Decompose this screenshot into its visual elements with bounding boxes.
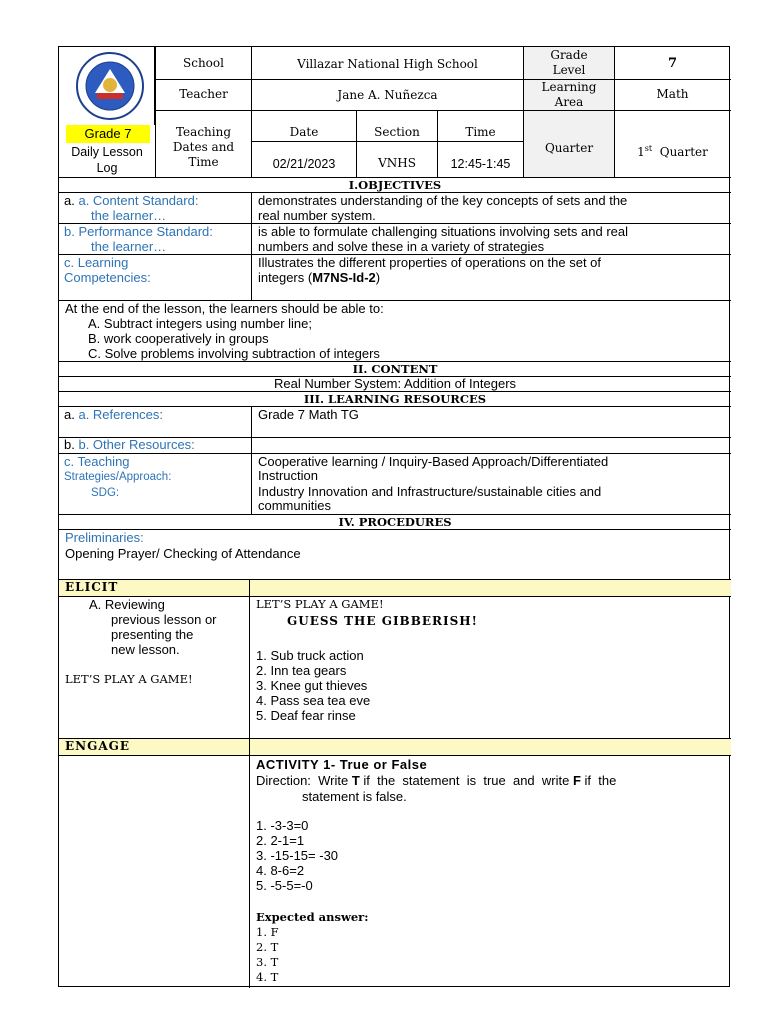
teaching-label: c. Teaching xyxy=(64,454,130,469)
content-text: Real Number System: Addition of Integers xyxy=(273,376,517,391)
performance-standard-label: b. Performance Standard: xyxy=(64,224,213,239)
direction-line-2: statement is false. xyxy=(302,789,407,804)
content-standard-label: a. a. Content Standard: xyxy=(64,193,199,208)
direction-pre: Direction: Write xyxy=(256,773,352,788)
content-heading: II. CONTENT xyxy=(352,362,438,376)
gibberish-item-1: 1. Sub truck action xyxy=(256,648,364,663)
elicit-left-line-4: new lesson. xyxy=(111,642,180,657)
elicit-left-line-1: A. Reviewing xyxy=(89,597,165,612)
date-label: Date xyxy=(289,125,319,139)
direction-t: T xyxy=(351,773,360,788)
statement-5: 5. -5-5=-0 xyxy=(256,878,313,893)
teaching-text-1: Cooperative learning / Inquiry-Based Approach/Differentiated xyxy=(258,454,609,469)
answer-1: 1. F xyxy=(256,925,279,939)
aims-item-b: B. work cooperatively in groups xyxy=(88,331,269,346)
resources-heading: III. LEARNING RESOURCES xyxy=(303,392,487,406)
teaching-dates-label: Teaching Dates and Time xyxy=(172,125,235,169)
elicit-right-game: LET’S PLAY A GAME! xyxy=(256,597,384,611)
grade-badge xyxy=(66,125,150,143)
grade-level-value: 7 xyxy=(667,56,678,71)
performance-standard-text-2: numbers and solve these in a variety of strategies xyxy=(258,239,545,254)
statement-1: 1. -3-3=0 xyxy=(256,818,309,833)
school-label: School xyxy=(183,56,224,70)
gibberish-item-2: 2. Inn tea gears xyxy=(256,663,347,678)
references-label-text: a. References: xyxy=(78,407,164,422)
quarter-label: Quarter xyxy=(544,141,594,155)
content-standard-text-1: demonstrates understanding of the key concepts of sets and the xyxy=(258,193,628,208)
time-label: Time xyxy=(465,125,496,139)
quarter-word: Quarter xyxy=(659,145,708,159)
competencies-text-post: ) xyxy=(375,270,381,285)
preliminaries-label: Preliminaries: xyxy=(65,530,144,545)
lesson-log-page xyxy=(58,46,730,987)
strategies-label: Strategies/Approach: xyxy=(64,471,172,483)
competencies-label-2: Competencies: xyxy=(64,270,151,285)
engage-right-header-cell xyxy=(249,738,731,756)
elicit-left-game: LET’S PLAY A GAME! xyxy=(65,672,193,686)
aims-item-a: A. Subtract integers using number line; xyxy=(88,316,313,331)
statement-3: 3. -15-15= -30 xyxy=(256,848,339,863)
objectives-heading: I.OBJECTIVES xyxy=(348,178,442,192)
competencies-text-2 xyxy=(258,270,380,285)
teacher-label: Teacher xyxy=(179,87,228,101)
school-value: Villazar National High School xyxy=(297,57,478,71)
section-value: VNHS xyxy=(378,156,416,170)
date-value: 02/21/2023 xyxy=(272,157,336,171)
direction-line-1 xyxy=(256,773,616,788)
statement-4: 4. 8-6=2 xyxy=(256,863,305,878)
content-standard-label-text: a. Content Standard: xyxy=(78,193,199,208)
answer-4: 4. T xyxy=(256,970,279,984)
teaching-text-2: Instruction xyxy=(258,468,318,483)
time-value: 12:45-1:45 xyxy=(450,157,511,171)
elicit-right-header-cell xyxy=(249,579,731,597)
statement-2: 2. 2-1=1 xyxy=(256,833,305,848)
content-standard-sub: the learner… xyxy=(91,208,167,223)
activity-title: ACTIVITY 1- True or False xyxy=(256,757,428,772)
preliminaries-text: Opening Prayer/ Checking of Attendance xyxy=(65,546,301,561)
sdg-text-2: communities xyxy=(258,498,331,513)
answer-3: 3. T xyxy=(256,955,279,969)
competencies-label-1: c. Learning xyxy=(64,255,129,270)
gibberish-title: GUESS THE GIBBERISH! xyxy=(287,614,478,628)
references-label: a. a. References: xyxy=(64,407,164,422)
elicit-left-line-2: previous lesson or xyxy=(111,612,217,627)
deped-seal-icon xyxy=(75,51,145,121)
grade-badge-text: Grade 7 xyxy=(84,126,132,141)
performance-standard-text-1: is able to formulate challenging situations involving sets and real xyxy=(258,224,628,239)
direction-post: if the xyxy=(580,773,617,788)
other-resources-label: b. b. Other Resources: xyxy=(64,437,195,452)
expected-answer-label: Expected answer: xyxy=(256,910,369,924)
competencies-text-1: Illustrates the different properties of operations on the set of xyxy=(258,255,602,270)
teacher-value: Jane A. Nuñezca xyxy=(337,88,438,102)
other-resources-label-text: b. Other Resources: xyxy=(78,437,195,452)
quarter-sup: st xyxy=(644,144,653,153)
sdg-text-1: Industry Innovation and Infrastructure/sustainable cities and xyxy=(258,484,602,499)
direction-mid: if the statement is true and write xyxy=(359,773,573,788)
procedures-heading: IV. PROCEDURES xyxy=(338,515,452,529)
seal-cell xyxy=(59,47,155,125)
sdg-label: SDG: xyxy=(91,487,120,499)
references-value: Grade 7 Math TG xyxy=(258,407,359,422)
engage-left-cell xyxy=(59,755,250,988)
aims-item-c: C. Solve problems involving subtraction of integers xyxy=(88,346,380,361)
answer-2: 2. T xyxy=(256,940,279,954)
gibberish-item-4: 4. Pass sea tea eve xyxy=(256,693,371,708)
direction-f: F xyxy=(572,773,581,788)
competencies-code: M7NS-Id-2 xyxy=(312,270,376,285)
aims-intro: At the end of the lesson, the learners should be able to: xyxy=(65,301,384,316)
grade-level-label: Grade Level xyxy=(550,48,588,77)
log-title: Daily Lesson Log xyxy=(71,145,143,175)
competencies-text-pre: integers ( xyxy=(258,270,313,285)
quarter-value xyxy=(614,141,731,160)
learning-area-label: Learning Area xyxy=(541,80,597,109)
learning-area-value: Math xyxy=(656,87,689,101)
gibberish-item-5: 5. Deaf fear rinse xyxy=(256,708,356,723)
section-label: Section xyxy=(374,125,420,139)
gibberish-item-3: 3. Knee gut thieves xyxy=(256,678,368,693)
content-standard-text-2: real number system. xyxy=(258,208,376,223)
other-resources-value-cell xyxy=(251,437,731,454)
quarter-num: 1 xyxy=(637,145,645,159)
elicit-left-line-3: presenting the xyxy=(111,627,194,642)
elicit-label: ELICIT xyxy=(65,580,119,594)
performance-standard-sub: the learner… xyxy=(91,239,167,254)
engage-label: ENGAGE xyxy=(65,739,131,753)
